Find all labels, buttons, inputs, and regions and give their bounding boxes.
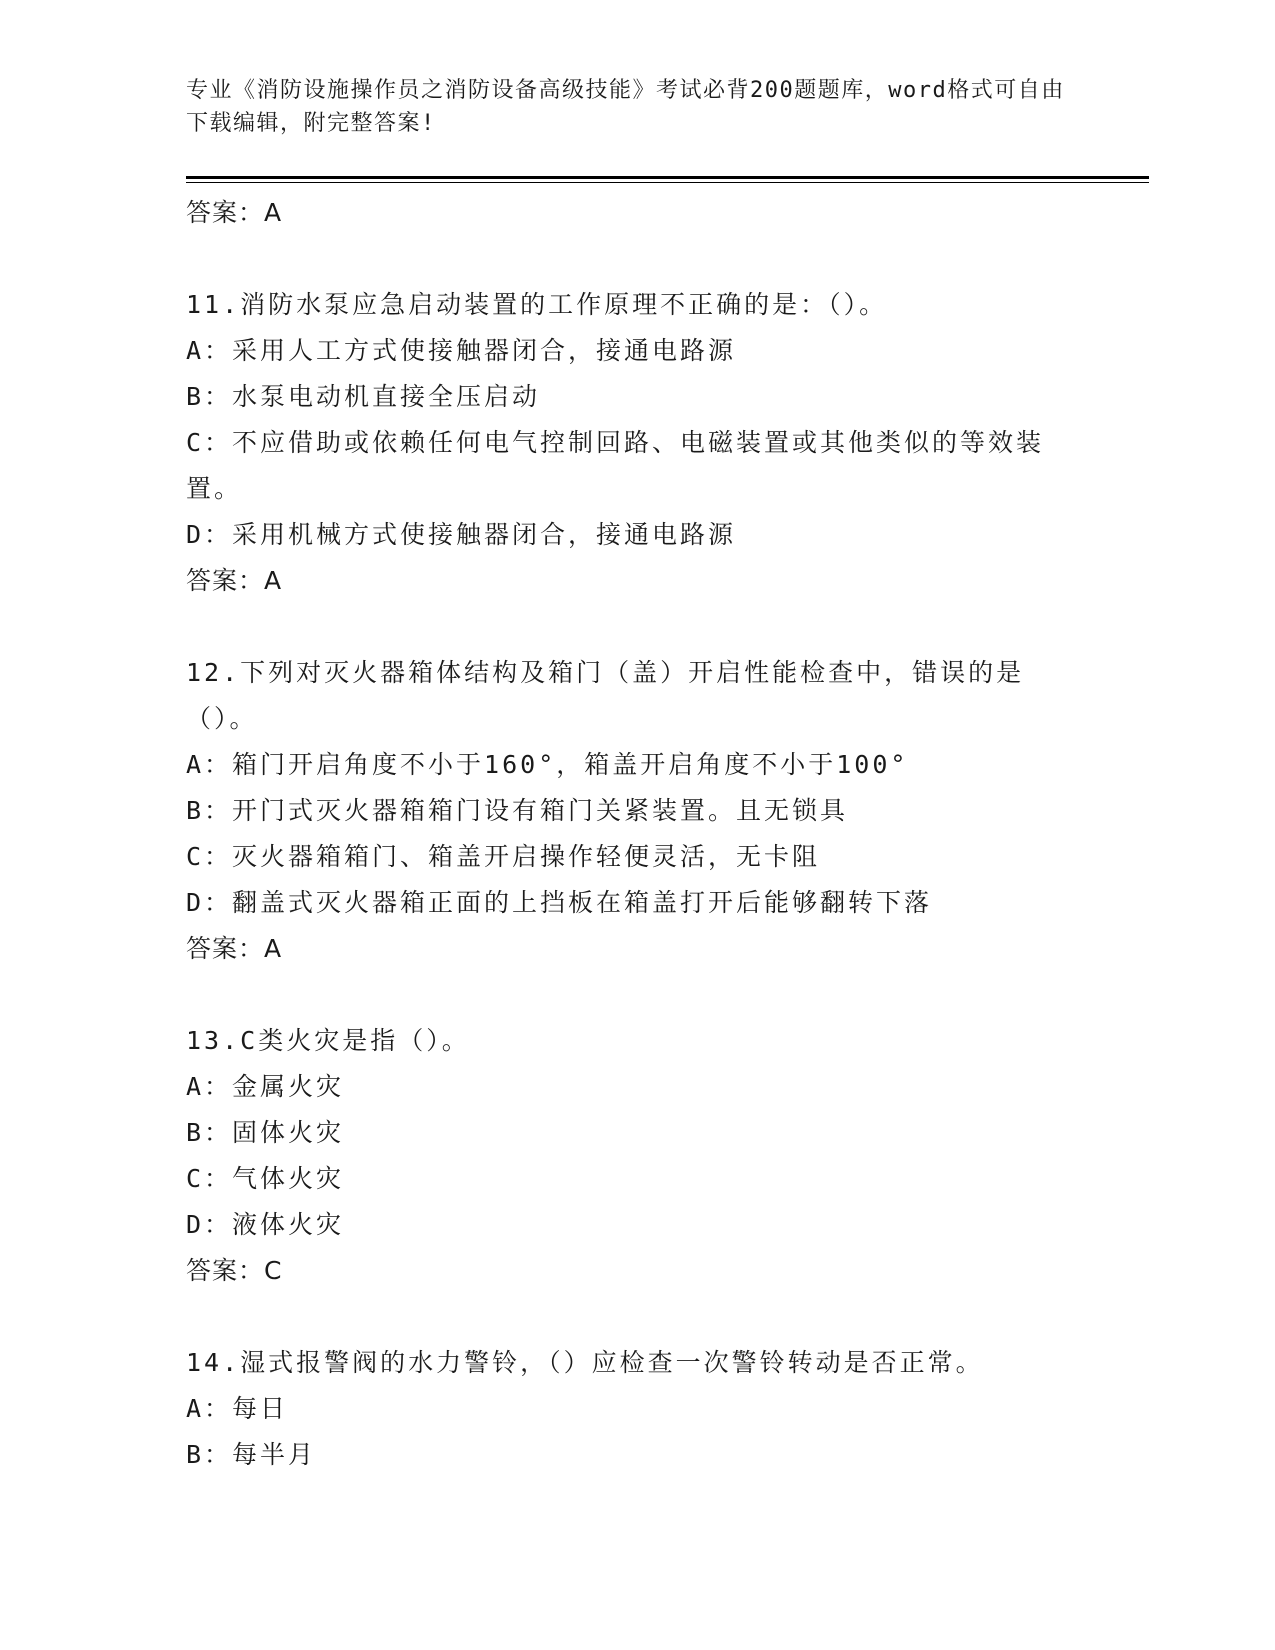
previous-answer: 答案：A	[186, 198, 283, 227]
option-c: C：不应借助或依赖任何电气控制回路、电磁装置或其他类似的等效装置。	[186, 428, 1045, 503]
question-12	[186, 650, 1086, 972]
option-b: B：固体火灾	[186, 1118, 345, 1147]
option-d: D：采用机械方式使接触器闭合，接通电路源	[186, 520, 737, 549]
question-stem: 14.湿式报警阀的水力警铃，（）应检查一次警铃转动是否正常。	[186, 1348, 984, 1377]
option-a: A：金属火灾	[186, 1072, 345, 1101]
question-answer: 答案：A	[186, 934, 283, 963]
question-answer: 答案：A	[186, 566, 283, 595]
question-answer: 答案：C	[186, 1256, 283, 1285]
option-a: A：箱门开启角度不小于160°，箱盖开启角度不小于100°	[186, 750, 909, 779]
option-b: B：开门式灭火器箱箱门设有箱门关紧装置。且无锁具	[186, 796, 849, 825]
question-list	[186, 190, 1086, 1478]
option-b: B：水泵电动机直接全压启动	[186, 382, 541, 411]
question-13	[186, 1018, 1086, 1294]
option-b: B：每半月	[186, 1440, 317, 1469]
option-c: C：灭火器箱箱门、箱盖开启操作轻便灵活，无卡阻	[186, 842, 821, 871]
question-11	[186, 282, 1086, 604]
header-divider-thick	[186, 176, 1149, 179]
document-header-title: 专业《消防设施操作员之消防设备高级技能》考试必背200题题库，word格式可自由下载编辑，附完整答案!	[186, 78, 1065, 136]
option-d: D：翻盖式灭火器箱正面的上挡板在箱盖打开后能够翻转下落	[186, 888, 933, 917]
option-c: C：气体火灾	[186, 1164, 345, 1193]
question-14	[186, 1340, 1086, 1478]
header-divider-thin	[186, 182, 1149, 183]
option-a: A：采用人工方式使接触器闭合，接通电路源	[186, 336, 737, 365]
question-stem: 13.C类火灾是指（）。	[186, 1026, 470, 1055]
question-stem: 11.消防水泵应急启动装置的工作原理不正确的是：（）。	[186, 290, 888, 319]
option-d: D：液体火灾	[186, 1210, 345, 1239]
option-a: A：每日	[186, 1394, 289, 1423]
question-stem: 12.下列对灭火器箱体结构及箱门（盖）开启性能检查中，错误的是（）。	[186, 658, 1025, 733]
